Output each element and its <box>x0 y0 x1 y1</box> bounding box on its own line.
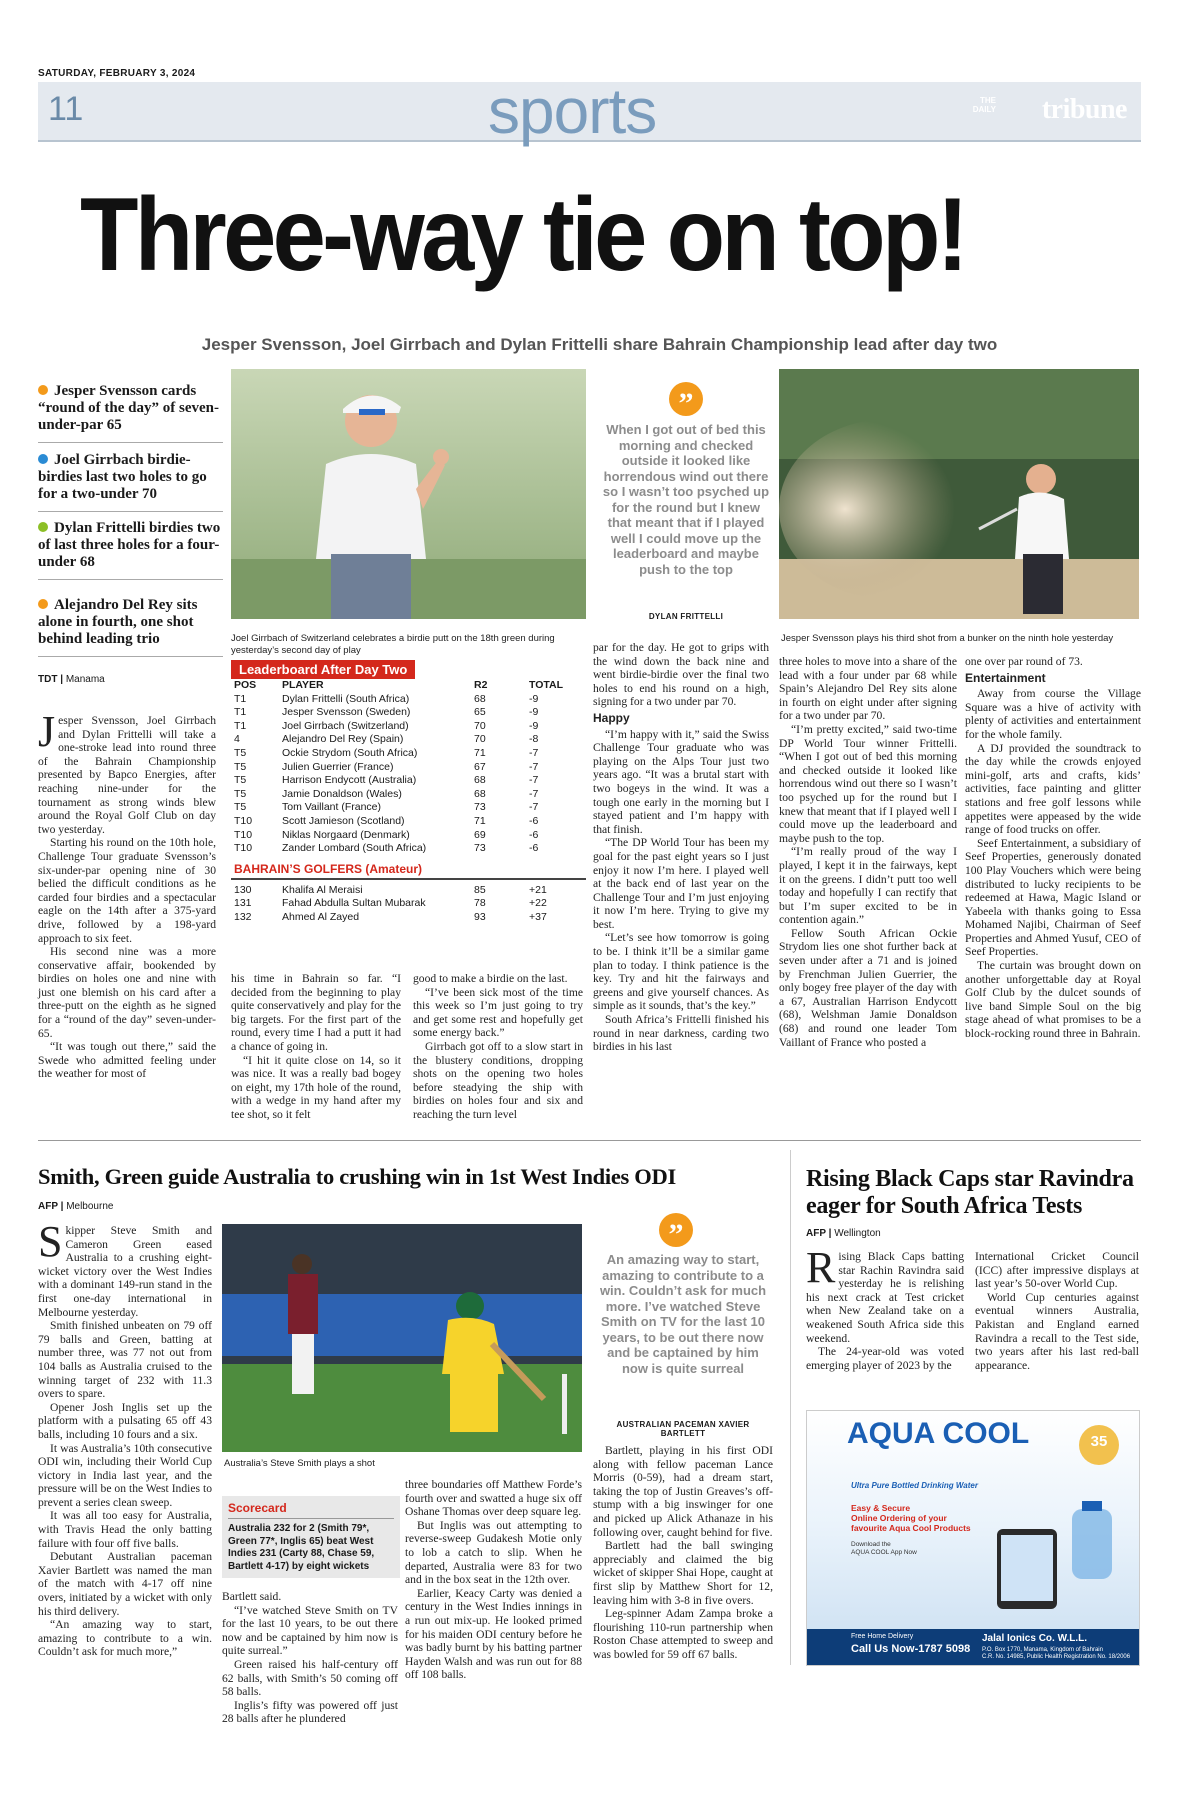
article-column: Bartlett, playing in his first ODI along with fellow paceman Lance Morris (0-59), had a dream start, taking the top of Justin Greaves’s off-stump with a big inswinger for one and picked up Alick Athanaze in his following over, caught behind for five. Bartlett had the ball swinging appreciably and claimed the big wicket of skipper Shai Hope, caught at first slip by Matthew Short for 12, leaving him with 3-8 in five overs. Leg-spinner Adam Zampa broke a flourishing 110-run partnership when Roston Chase attempted to sweep and was bowled for 59 off 67 balls. <box>593 1444 773 1661</box>
photo-caption: Joel Girrbach of Switzerland celebrates a birdie putt on the 18th green during yesterday’s second day of play <box>231 633 555 656</box>
table-row: T5 Ockie Strydom (South Africa) 71 -7 <box>234 746 539 759</box>
bullet-dot-icon <box>38 454 48 464</box>
masthead-bar <box>38 75 1141 147</box>
leaderboard-title: Leaderboard After Day Two <box>231 660 415 679</box>
table-row: 132 Ahmed Al Zayed 93 +37 <box>234 910 547 923</box>
article-column: three boundaries off Matthew Forde’s fourth over and swatted a huge six off Oshane Thomas over deep square leg. But Inglis was out attempting to reverse-sweep Gudakesh Motie only to lob a catch to slip. When he departed, Australia were 83 for two and in the box seat in the 12th over. Earlier, Keacy Carty was denied a century in the West Indies innings in a run out mix-up. He looked primed for his maiden ODI century before he was badly burnt by his batting partner Hayden Walsh and was run out for 88 off 108 balls. <box>405 1478 582 1682</box>
ad-download: Download the AQUA COOL App Now <box>851 1541 917 1556</box>
photo-steve-smith <box>222 1224 582 1452</box>
dateline: AFP | Melbourne <box>38 1201 114 1212</box>
bahrain-golfers-table <box>231 884 586 925</box>
quote-attribution: DYLAN FRITTELLI <box>648 612 724 621</box>
bullet-dot-icon <box>38 599 48 609</box>
article-column: three holes to move into a share of the lead with a four under par 68 while Spain’s Alejandro Del Rey sits alone in fourth on eight under after signing for a two under par 70. “I’m pretty excited,” said two-time DP World Tour winner Frittelli. “When I got out of bed this morning and checked outside it looked like horrendous wind out there so I wasn’t too psyched up for the round but I knew that meant that if I played well I could move up the leaderboard and maybe push to the top. “I’m really proud of the way I played, I kept it in the fairways, kept it on the greens. I didn’t putt too well today and hopefully I can rectify that but I’m super excited to be in contention again.” Fellow South African Ockie Strydom lies one shot further back at seven under after a 71 and is joined by Frenchman Julien Guerrier, the only bogey free player of the day with a 67, Australian Harrison Endycott (68), Welshman Jamie Donaldson (68) and round one leader Tom Vaillant of France who posted a <box>779 655 957 1049</box>
table-row: T1 Jesper Svensson (Sweden) 65 -9 <box>234 706 539 719</box>
ad-company: Jalal Ionics Co. W.L.L. <box>982 1633 1088 1644</box>
subheading: Entertainment <box>965 670 1046 685</box>
section-title: sports <box>488 75 657 147</box>
table-row: T5 Jamie Donaldson (Wales) 68 -7 <box>234 787 539 800</box>
cricket-headline: Smith, Green guide Australia to crushing win in 1st West Indies ODI <box>38 1164 676 1189</box>
table-row: 4 Alejandro Del Rey (Spain) 70 -8 <box>234 733 539 746</box>
column-divider <box>790 1150 791 1665</box>
bullet-dot-icon <box>38 385 48 395</box>
quote-icon: ” <box>659 1213 693 1247</box>
lead-subhead: Jesper Svensson, Joel Girrbach and Dylan Frittelli share Bahrain Championship lead after day two <box>201 335 998 354</box>
article-column: International Cricket Council (ICC) after impressive displays at last year’s 50-over World Cup. World Cup centuries against eventual winners Australia, Pakistan and England earned Ravindra a recall to the Test side, two years after his last red-ball appearance. <box>975 1250 1139 1372</box>
quote-icon: ” <box>669 382 703 416</box>
scorecard-title: Scorecard <box>228 1501 394 1519</box>
ad-phone[interactable]: Call Us Now-1787 5098 <box>851 1643 971 1655</box>
article-column: good to make a birdie on the last. “I’ve been sick most of the time this week so I’m just going to try and get some rest and hopefully get some energy back.” Girrbach got off to a slow start in the blustery conditions, dropping shots on the opening two holes before steadying the ship with birdies on holes four and six and reaching the turn level <box>413 972 583 1121</box>
photo-caption: Australia’s Steve Smith plays a shot <box>224 1458 375 1469</box>
bahrain-golfers-title: BAHRAIN’S GOLFERS (Amateur) <box>231 858 586 880</box>
article-column: Bartlett said. “I’ve watched Steve Smith on TV for the last 10 years, to be out there now and be captained by him now is quite surreal.” Green raised his half-century off 62 balls, with Smith’s 50 coming off 58 balls. Inglis’s fifty was powered off just 28 balls after he plundered <box>222 1590 398 1726</box>
photo-svensson <box>779 369 1139 619</box>
table-row: T10 Zander Lombard (South Africa) 73 -6 <box>234 842 539 855</box>
bullet-item: Alejandro Del Rey sits alone in fourth, one shot behind leading trio <box>38 597 223 657</box>
bullet-item: Jesper Svensson cards “round of the day” of seven-under-par 65 <box>38 383 223 443</box>
dateline: TDT | Manama <box>38 674 105 685</box>
photo-girrbach <box>231 369 586 619</box>
issue-date: SATURDAY, FEBRUARY 3, 2024 <box>38 68 196 79</box>
anniversary-badge: 35 <box>1079 1425 1119 1465</box>
ad-promo: Easy & Secure Online Ordering of your favourite Aqua Cool Products <box>851 1503 971 1533</box>
table-row: T5 Tom Vaillant (France) 73 -7 <box>234 801 539 814</box>
article-column: Rising Black Caps batting star Rachin Ravindra said yesterday he is relishing his next crack at Test cricket when New Zealand take on a weakened South Africa side this weekend. The 24-year-old was voted emerging player of 2023 by the <box>806 1243 964 1372</box>
ad-address: P.O. Box 1770, Manama, Kingdom of Bahrain C.R. No. 14985, Public Health Registration No. 18/2006 <box>982 1647 1131 1660</box>
aqua-cool-advertisement[interactable] <box>806 1410 1140 1666</box>
leaderboard-table <box>231 660 586 950</box>
dateline: AFP | Wellington <box>806 1228 881 1239</box>
ad-delivery: Free Home Delivery <box>851 1633 914 1640</box>
section-divider <box>38 1140 1141 1141</box>
ad-footer <box>807 1629 1139 1665</box>
ad-tagline: Ultra Pure Bottled Drinking Water <box>851 1481 978 1490</box>
article-column: Jesper Svensson, Joel Girrbach and Dylan Frittelli will take a one-stroke lead into round three of the Bahrain Championship presented by Bapco Energies, after reaching nine-under for the tournament as strong winds blew around the Royal Golf Club on day two yesterday. Starting his round on the 10th hole, Challenge Tour graduate Svensson’s six-under-par opening nine of 30 belied the difficult conditions as he carded four birdies and a spectacular eagle on the 14th after a 375-yard drive, followed by a 198-yard approach to six feet. His second nine was a more conservative affair, bookended by birdies on holes one and nine with just one blemish on his card after a three-putt on the eighth as he signed for a “round of the day” seven-under-65. “It was tough out there,” said the Swede who admitted feeling under the weather for most of <box>38 707 216 1081</box>
drop-cap: S <box>38 1217 63 1266</box>
scorecard-text: Australia 232 for 2 (Smith 79*, Green 77*, Inglis 65) beat West Indies 231 (Carty 88, Chase 59, Bartlett 4-17) by eight wickets <box>228 1523 375 1572</box>
newspaper-logo: tribune <box>1041 94 1127 125</box>
article-column: Skipper Steve Smith and Cameron Green eased Australia to a crushing eight-wicket victory over the West Indies with a dominant 149-run stand in the first one-day international in Melbourne yesterday. Smith finished unbeaten on 79 off 79 balls and Green, batting at number three, was 77 not out from 104 balls as Australia cruised to the winning target of 232 with 11.3 overs to spare. Opener Josh Inglis set up the platform with a pulsating 65 off 43 balls, including 10 fours and a six. It was Australia’s 10th consecutive ODI win, including their World Cup victory in India last year, and the pressure will be on the West Indies to prevent a series clean sweep. It was all too easy for Australia, with Travis Head the only batting failure with four off five balls. Debutant Australian paceman Xavier Bartlett was named the man of the match with 4-17 off nine overs, initiated by a wicket with only his third delivery. “An amazing way to start, amazing to contribute to a win. Couldn’t ask for much more,” <box>38 1217 212 1659</box>
table-row: T10 Niklas Norgaard (Denmark) 69 -6 <box>234 828 539 841</box>
article-column: his time in Bahrain so far. “I decided from the beginning to play quite conservatively and play for the big targets. For the first part of the round, every time I had a putt it had a chance of going in. “I hit it quite close on 14, so it was nice. It was a really bad bogey on eight, my 17th hole of the round, with a wedge in my hand after my tee shot, so it felt <box>231 972 401 1121</box>
table-row: T10 Scott Jamieson (Scotland) 71 -6 <box>234 814 539 827</box>
drop-cap: J <box>38 707 56 756</box>
table-row: T5 Harrison Endycott (Australia) 68 -7 <box>234 774 539 787</box>
drop-cap: R <box>806 1243 836 1292</box>
table-row: T1 Dylan Frittelli (South Africa) 68 -9 <box>234 692 539 705</box>
water-bottle-icon <box>977 1499 1127 1619</box>
bullet-item: Joel Girrbach birdie-birdies last two holes to go for a two-under 70 <box>38 452 223 512</box>
pull-quote: When I got out of bed this morning and checked outside it looked like horrendous wind out there so I wasn’t too psyched up for the round but I knew that meant that if I played well I could move up the leaderboard and maybe push to the top <box>602 422 770 577</box>
table-header-row: POS PLAYER R2 TOTAL <box>234 679 564 691</box>
lead-headline: Three-way tie on top! <box>80 177 965 293</box>
scorecard-box <box>222 1496 400 1578</box>
nz-headline: Rising Black Caps star Ravindra eager for South Africa Tests <box>806 1166 1134 1219</box>
leaderboard-main <box>231 679 586 856</box>
photo-caption: Jesper Svensson plays his third shot from a bunker on the ninth hole yesterday <box>781 633 1114 644</box>
quote-attribution: AUSTRALIAN PACEMAN XAVIER BARTLETT <box>616 1420 750 1438</box>
bullet-item: Dylan Frittelli birdies two of last three holes for a four-under 68 <box>38 520 223 580</box>
table-row: 131 Fahad Abdulla Sultan Mubarak 78 +22 <box>234 897 547 910</box>
table-row: T1 Joel Girrbach (Switzerland) 70 -9 <box>234 719 539 732</box>
pull-quote: An amazing way to start, amazing to contribute to a win. Couldn’t ask for much more. I’ve watched Steve Smith on TV for the last 10 years, to be out there now and be captained by him now is quite surreal <box>599 1252 767 1376</box>
table-row: 130 Khalifa Al Meraisi 85 +21 <box>234 883 547 896</box>
subheading: Happy <box>593 710 630 725</box>
page-number: 11 <box>48 90 84 128</box>
article-column: par for the day. He got to grips with the wind down the back nine and went birdie-birdie over the final two holes to end his round on a high, signing for a two under par 70. Happy “I’m happy with it,” said the Swiss Challenge Tour graduate who was playing on the Alps Tour just two years ago. “It was a brutal start with two bogeys in the wind. It was a tough one early in the morning but I stayed patient and I’m happy with that finish. “The DP World Tour has been my goal for the past eight years so I just enjoy it now I’m here. I played well at the back end of last year on the Challenge Tour and I’m just enjoying it now I’m here. Trying to give my best. “Let’s see how tomorrow is going to be. I think it’ll be a similar game plan to today. I think patience is the key. Try and hit the fairways and greens and give yourself chances. As simple as it sounds, that’s the key.” South Africa’s Frittelli finished his round in near darkness, carding two birdies in his last <box>593 641 769 1054</box>
logo-prefix: THE DAILY <box>972 96 996 114</box>
ad-brand: AQUA COOL <box>847 1417 1030 1450</box>
bullet-dot-icon <box>38 522 48 532</box>
table-row: T5 Julien Guerrier (France) 67 -7 <box>234 760 539 773</box>
article-column: one over par round of 73. Entertainment Away from course the Village Square was a hive of activity with plenty of activities and entertainment for the whole family. A DJ provided the soundtrack to the day while the crowds enjoyed mini-golf, arts and crafts, kids’ activities, face painting and glitter stations and free golf lessons while appetites were appeased by the wide range of food trucks on offer. Seef Entertainment, a subsidiary of Seef Properties, generously donated 100 Play Vouchers which were being distributed to lucky recipients to be redeemed at Hawa, Magic Island or Yabeela with thanks going to Essa Mohamed Najibi, Chairman of Seef Properties and Ahmed Yusuf, CEO of Seef Properties. The curtain was brought down on another unforgettable day at Royal Golf Club by the dulcet sounds of live band Simple Soul on the big stage ahead of what promises to be a block-rocking round three in Bahrain. <box>965 655 1141 1041</box>
